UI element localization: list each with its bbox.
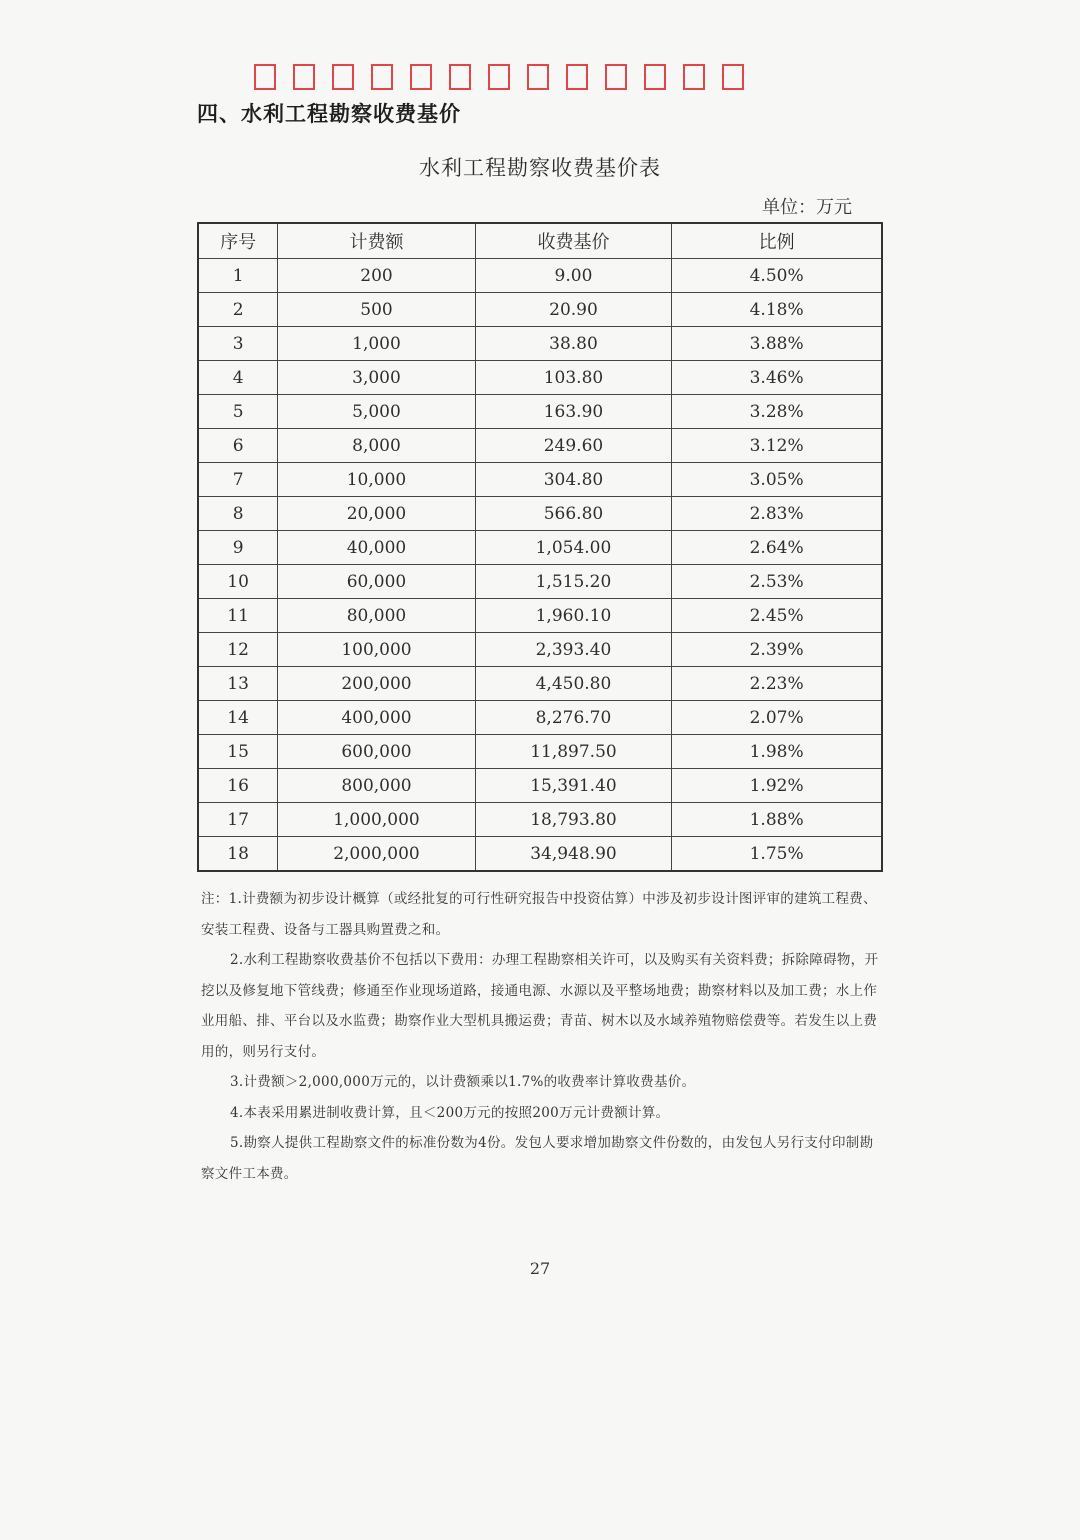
cell-ratio: 3.88% xyxy=(672,327,882,361)
cell-base-fee: 9.00 xyxy=(475,259,671,293)
note-1: 注：1.计费额为初步设计概算（或经批复的可行性研究报告中投资估算）中涉及初步设计图评审的建筑工程费、安装工程费、设备与工器具购置费之和。 xyxy=(201,891,877,938)
section-heading: 四、水利工程勘察收费基价 xyxy=(197,102,461,126)
stamp-box xyxy=(410,64,432,90)
cell-base-fee: 18,793.80 xyxy=(475,803,671,837)
table-row xyxy=(198,735,882,769)
cell-base-fee: 2,393.40 xyxy=(475,633,671,667)
cell-index: 1 xyxy=(198,259,278,293)
cell-ratio: 2.39% xyxy=(672,633,882,667)
table-row xyxy=(198,429,882,463)
cell-index: 18 xyxy=(198,837,278,872)
cell-ratio: 1.88% xyxy=(672,803,882,837)
table-row xyxy=(198,599,882,633)
table-row xyxy=(198,565,882,599)
cell-base-fee: 566.80 xyxy=(475,497,671,531)
cell-ratio: 1.92% xyxy=(672,769,882,803)
cell-base-fee: 1,515.20 xyxy=(475,565,671,599)
cell-index: 10 xyxy=(198,565,278,599)
stamp-box xyxy=(722,64,744,90)
table-row xyxy=(198,667,882,701)
stamp-box xyxy=(566,64,588,90)
table-row xyxy=(198,293,882,327)
stamp-box xyxy=(488,64,510,90)
table-row xyxy=(198,463,882,497)
stamp-box xyxy=(332,64,354,90)
cell-index: 6 xyxy=(198,429,278,463)
cell-ratio: 2.07% xyxy=(672,701,882,735)
header-fee-basis: 计费额 xyxy=(278,223,475,259)
table-row xyxy=(198,395,882,429)
table-row xyxy=(198,259,882,293)
table-title: 水利工程勘察收费基价表 xyxy=(419,156,661,180)
cell-fee-basis: 80,000 xyxy=(278,599,475,633)
cell-fee-basis: 200,000 xyxy=(278,667,475,701)
cell-ratio: 2.64% xyxy=(672,531,882,565)
cell-base-fee: 249.60 xyxy=(475,429,671,463)
unit-label: 单位：万元 xyxy=(762,197,852,218)
note-4: 4.本表采用累进制收费计算，且＜200万元的按照200万元计费额计算。 xyxy=(230,1104,670,1121)
cell-fee-basis: 100,000 xyxy=(278,633,475,667)
cell-ratio: 1.75% xyxy=(672,837,882,872)
cell-fee-basis: 1,000 xyxy=(278,327,475,361)
cell-fee-basis: 200 xyxy=(278,259,475,293)
stamp-box xyxy=(644,64,666,90)
cell-ratio: 4.50% xyxy=(672,259,882,293)
table-row xyxy=(198,327,882,361)
cell-fee-basis: 400,000 xyxy=(278,701,475,735)
table-row xyxy=(198,701,882,735)
cell-ratio: 4.18% xyxy=(672,293,882,327)
cell-ratio: 3.46% xyxy=(672,361,882,395)
cell-index: 17 xyxy=(198,803,278,837)
table-body xyxy=(198,259,882,872)
cell-index: 8 xyxy=(198,497,278,531)
cell-base-fee: 15,391.40 xyxy=(475,769,671,803)
cell-ratio: 3.05% xyxy=(672,463,882,497)
cell-ratio: 2.83% xyxy=(672,497,882,531)
cell-fee-basis: 5,000 xyxy=(278,395,475,429)
cell-base-fee: 1,054.00 xyxy=(475,531,671,565)
table-row xyxy=(198,361,882,395)
header-base-fee: 收费基价 xyxy=(475,223,671,259)
cell-index: 11 xyxy=(198,599,278,633)
cell-fee-basis: 2,000,000 xyxy=(278,837,475,872)
cell-index: 15 xyxy=(198,735,278,769)
stamp-box xyxy=(683,64,705,90)
cell-fee-basis: 1,000,000 xyxy=(278,803,475,837)
cell-base-fee: 11,897.50 xyxy=(475,735,671,769)
notes-section xyxy=(201,884,883,1189)
cell-fee-basis: 500 xyxy=(278,293,475,327)
header-index: 序号 xyxy=(198,223,278,259)
table-row xyxy=(198,497,882,531)
cell-index: 4 xyxy=(198,361,278,395)
cell-index: 5 xyxy=(198,395,278,429)
cell-fee-basis: 8,000 xyxy=(278,429,475,463)
cell-base-fee: 1,960.10 xyxy=(475,599,671,633)
note-2: 2.水利工程勘察收费基价不包括以下费用：办理工程勘察相关许可，以及购买有关资料费；拆除障碍物，开挖以及修复地下管线费；修通至作业现场道路，接通电源、水源以及平整场地费；勘察材料以及加工费；水上作业用船、排、平台以及水监费；勘察作业大型机具搬运费；青苗、树木以及水域养殖物赔偿费等。若发生以上费用的，则另行支付。 xyxy=(201,952,879,1060)
stamp-box xyxy=(254,64,276,90)
cell-index: 13 xyxy=(198,667,278,701)
cell-index: 2 xyxy=(198,293,278,327)
cell-ratio: 1.98% xyxy=(672,735,882,769)
header-ratio: 比例 xyxy=(672,223,882,259)
table-row xyxy=(198,769,882,803)
cell-fee-basis: 800,000 xyxy=(278,769,475,803)
note-3: 3.计费额＞2,000,000万元的，以计费额乘以1.7%的收费率计算收费基价。 xyxy=(230,1074,696,1090)
table-header-row xyxy=(198,223,882,259)
cell-fee-basis: 600,000 xyxy=(278,735,475,769)
red-stamp-marks xyxy=(254,64,744,90)
cell-base-fee: 163.90 xyxy=(475,395,671,429)
page-number: 27 xyxy=(529,1259,551,1278)
cell-base-fee: 34,948.90 xyxy=(475,837,671,872)
cell-base-fee: 20.90 xyxy=(475,293,671,327)
table-row xyxy=(198,803,882,837)
cell-ratio: 3.28% xyxy=(672,395,882,429)
cell-base-fee: 304.80 xyxy=(475,463,671,497)
cell-index: 9 xyxy=(198,531,278,565)
table-row xyxy=(198,531,882,565)
cell-fee-basis: 10,000 xyxy=(278,463,475,497)
cell-base-fee: 4,450.80 xyxy=(475,667,671,701)
cell-base-fee: 38.80 xyxy=(475,327,671,361)
cell-index: 7 xyxy=(198,463,278,497)
cell-index: 3 xyxy=(198,327,278,361)
fee-table xyxy=(197,222,883,872)
cell-fee-basis: 20,000 xyxy=(278,497,475,531)
cell-ratio: 2.23% xyxy=(672,667,882,701)
stamp-box xyxy=(371,64,393,90)
cell-fee-basis: 60,000 xyxy=(278,565,475,599)
stamp-box xyxy=(293,64,315,90)
table-row xyxy=(198,633,882,667)
cell-ratio: 3.12% xyxy=(672,429,882,463)
table-row xyxy=(198,837,882,872)
cell-index: 12 xyxy=(198,633,278,667)
cell-base-fee: 103.80 xyxy=(475,361,671,395)
cell-fee-basis: 40,000 xyxy=(278,531,475,565)
cell-index: 14 xyxy=(198,701,278,735)
cell-fee-basis: 3,000 xyxy=(278,361,475,395)
cell-base-fee: 8,276.70 xyxy=(475,701,671,735)
stamp-box xyxy=(605,64,627,90)
cell-ratio: 2.45% xyxy=(672,599,882,633)
cell-ratio: 2.53% xyxy=(672,565,882,599)
cell-index: 16 xyxy=(198,769,278,803)
stamp-box xyxy=(449,64,471,90)
stamp-box xyxy=(527,64,549,90)
note-5: 5.勘察人提供工程勘察文件的标准份数为4份。发包人要求增加勘察文件份数的，由发包人另行支付印制勘察文件工本费。 xyxy=(201,1135,874,1182)
